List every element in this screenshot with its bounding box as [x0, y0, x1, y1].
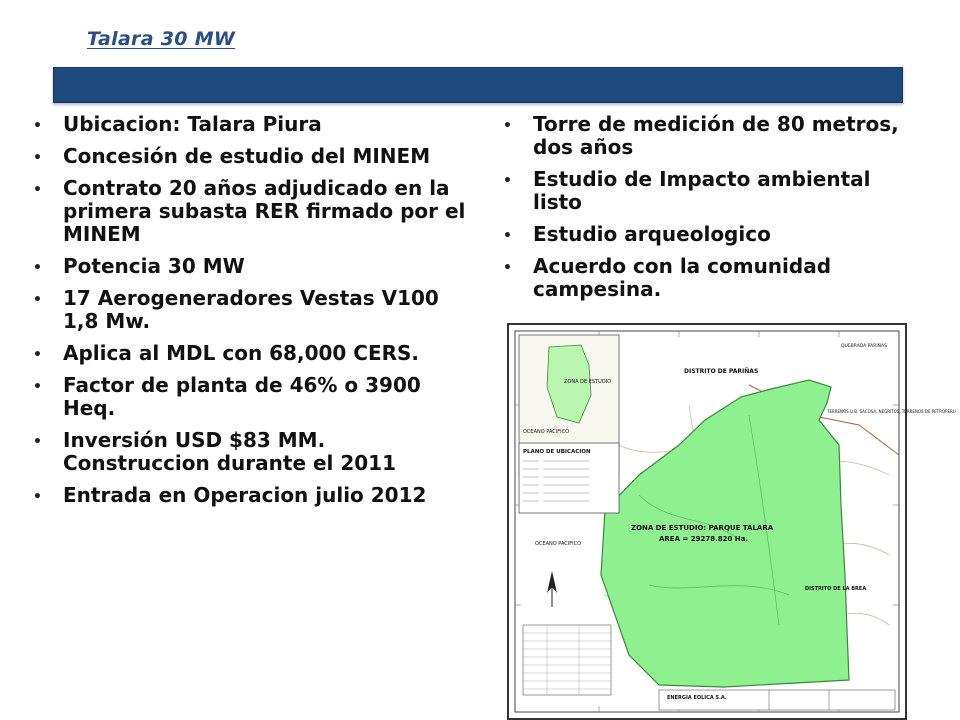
zone-title-label: ZONA DE ESTUDIO: PARQUE TALARA [631, 524, 774, 532]
bullet-mdl: • Aplica al MDL con 68,000 CERS. [33, 342, 473, 365]
ocean-main-label: OCEANO PACIFICO [535, 541, 582, 547]
bullet-impact-study: • Estudio de Impacto ambiental listo [503, 168, 923, 214]
quebrada-label: QUEBRADA PARIÑAS [841, 344, 887, 349]
site-map-image [507, 323, 956, 720]
bullet-community-agreement: • Acuerdo con la comunidad campesina. [503, 255, 923, 301]
coordinate-table [523, 625, 611, 695]
bullet-turbines: • 17 Aerogeneradores Vestas V100 1,8 Mw. [33, 287, 473, 333]
bullet-concession: • Concesión de estudio del MINEM [33, 145, 473, 168]
slide-title: Talara 30 MW [87, 28, 236, 50]
bullet-plant-factor: • Factor de planta de 46% o 3900 Heq. [33, 374, 473, 420]
zone-area-label: AREA = 29278.820 Ha. [659, 535, 749, 543]
bullet-operation-date: • Entrada en Operacion julio 2012 [33, 484, 473, 507]
bullet-contract: • Contrato 20 años adjudicado en la primera subasta RER firmado por el MINEM [33, 177, 473, 246]
bullet-location: • Ubicacion: Talara Piura [33, 113, 473, 136]
site-map-svg [509, 325, 956, 718]
bullet-archaeology-study: • Estudio arqueologico [503, 223, 923, 246]
inset-zone-label: ZONA DE ESTUDIO [564, 379, 612, 385]
inset-ocean-label: OCEANO PACIFICO [523, 429, 570, 435]
bullet-measurement-tower: • Torre de medición de 80 metros, dos años [503, 113, 923, 159]
title-bar [53, 67, 903, 103]
company-label: ENERGIA EOLICA S.A. [667, 695, 727, 701]
right-bullet-list [503, 113, 923, 310]
district-north-label: DISTRITO DE PARIÑAS [684, 368, 759, 375]
bullet-power: • Potencia 30 MW [33, 255, 473, 278]
bullet-investment: • Inversión USD $83 MM. Construccion durante el 2011 [33, 429, 473, 475]
terrenos-label: TERRENOS U.B. SACOSA, NEGRITOS, TERRENOS DE PETROPERU [827, 409, 956, 414]
legend-title: PLANO DE UBICACION [523, 449, 591, 455]
district-south-label: DISTRITO DE LA BREA [805, 586, 867, 592]
left-bullet-list [33, 113, 473, 516]
